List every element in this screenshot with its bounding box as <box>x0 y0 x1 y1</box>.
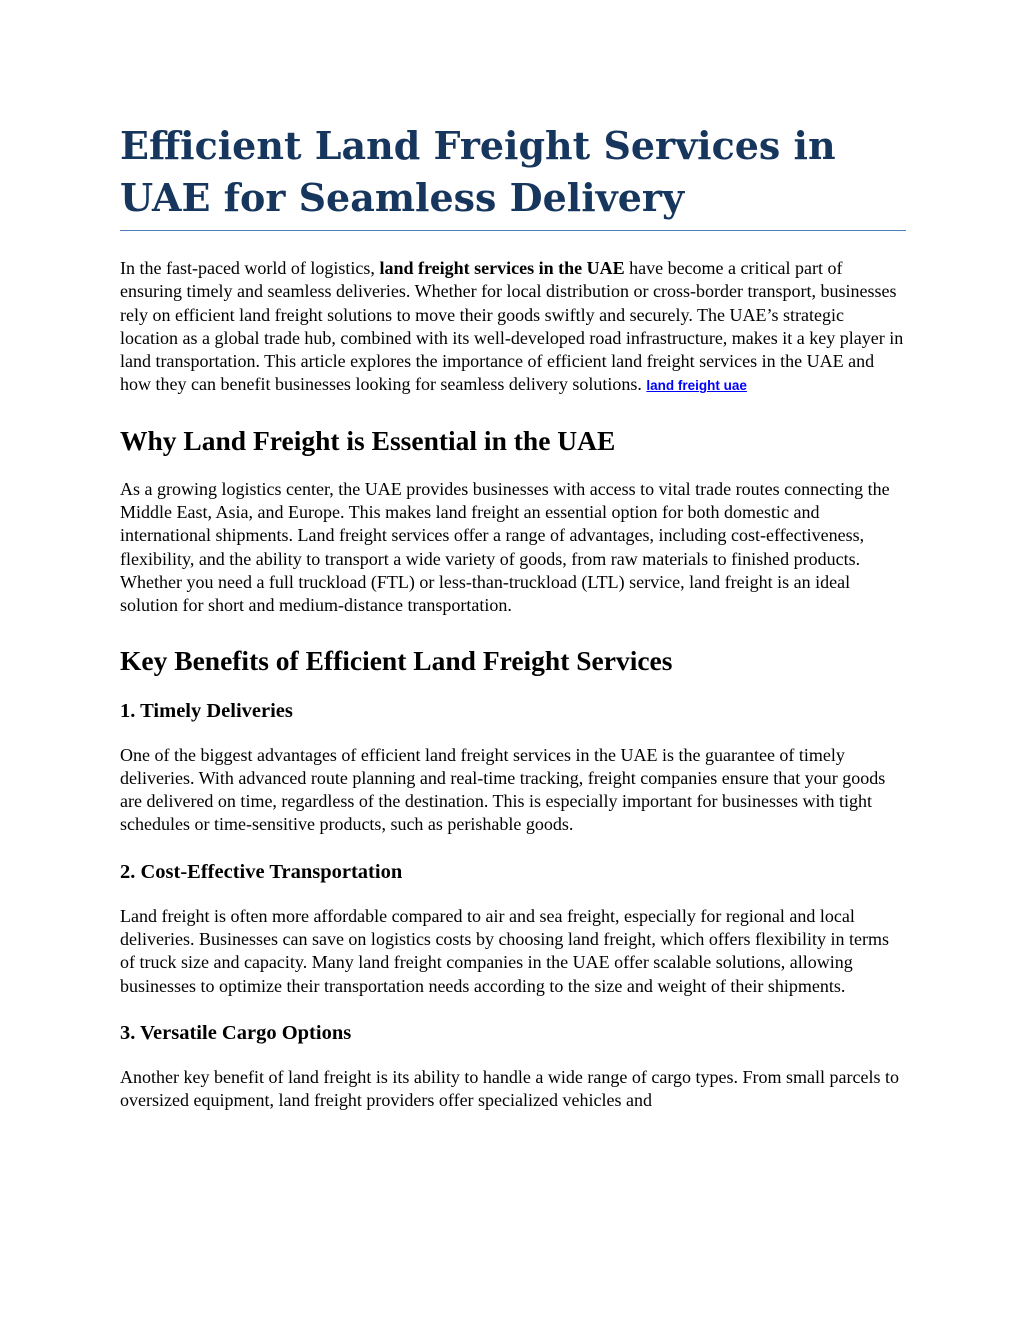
intro-text-start: In the fast-paced world of logistics, <box>120 258 380 278</box>
benefit-paragraph-timely: One of the biggest advantages of efficient land freight services in the UAE is the guarantee of timely deliveries. With advanced route planning and real-time tracking, freight companies ensure that your goods are delivered on time, regardless of the destination. This is especially important for businesses with tight schedules or time-sensitive products, such as perishable goods. <box>120 744 886 835</box>
document-page <box>120 120 906 1113</box>
document-title: Efficient Land Freight Services in UAE for Seamless Delivery <box>120 120 906 231</box>
benefit-paragraph-cost: Land freight is often more affordable compared to air and sea freight, especially for regional and local deliveries. Businesses can save on logistics costs by choosing land freight, which offers flexibility in terms of truck size and capacity. Many land freight companies in the UAE offer scalable solutions, allowing businesses to optimize their transportation needs according to the size and weight of their shipments. <box>120 905 890 996</box>
why-land-freight-heading: Why Land Freight is Essential in the UAE <box>120 424 616 456</box>
benefit-heading-versatile: 3. Versatile Cargo Options <box>120 1021 352 1044</box>
why-land-freight-paragraph: As a growing logistics center, the UAE provides businesses with access to vital trade routes connecting the Middle East, Asia, and Europe. This makes land freight an essential option for both domestic and international shipments. Land freight services offer a range of advantages, including cost-effectiveness, flexibility, and the ability to transport a wide variety of goods, from raw materials to finished products. Whether you need a full truckload (FTL) or less-than-truckload (LTL) service, land freight is an ideal solution for short and medium-distance transportation. <box>120 478 890 616</box>
intro-text-end: have become a critical part of ensuring timely and seamless deliveries. Whether for local distribution or cross-border transport, businesses rely on efficient land freight solutions to move their goods swiftly and securely. The UAE’s strategic location as a global trade hub, combined with its well-developed road infrastructure, makes it a key player in land transportation. This article explores the importance of efficient land freight services in the UAE and how they can benefit businesses looking for seamless delivery solutions. <box>120 258 904 395</box>
land-freight-uae-link[interactable]: land freight uae <box>646 378 747 394</box>
intro-paragraph <box>120 257 906 398</box>
intro-bold-phrase: land freight services in the UAE <box>379 258 625 278</box>
key-benefits-heading: Key Benefits of Efficient Land Freight Services <box>120 644 673 676</box>
benefit-paragraph-versatile: Another key benefit of land freight is its ability to handle a wide range of cargo types. From small parcels to oversized equipment, land freight providers offer specialized vehicles and <box>120 1066 899 1111</box>
benefit-heading-timely: 1. Timely Deliveries <box>120 699 293 722</box>
benefit-heading-cost: 2. Cost-Effective Transportation <box>120 860 403 883</box>
